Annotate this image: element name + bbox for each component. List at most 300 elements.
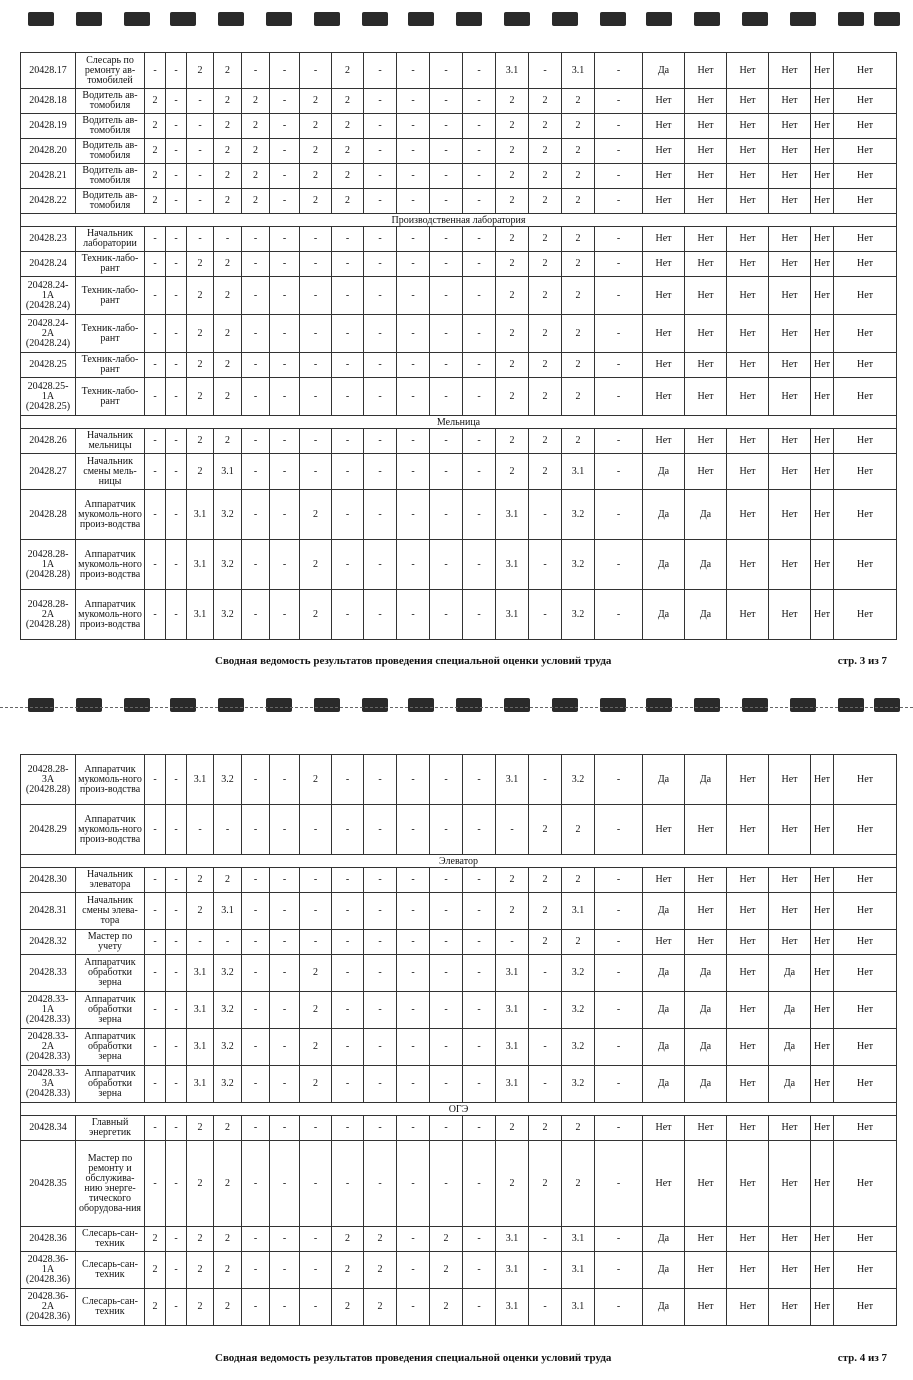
table-cell: - bbox=[145, 277, 166, 315]
table-cell: - bbox=[300, 378, 332, 416]
table-row bbox=[21, 992, 897, 1029]
table-cell: 3.1 bbox=[496, 490, 529, 540]
table-cell: - bbox=[166, 1029, 187, 1066]
table-cell: Нет bbox=[685, 164, 727, 189]
table-cell: 2 bbox=[529, 454, 562, 490]
table-cell: 3.1 bbox=[496, 590, 529, 640]
position-name: Мастер по учету bbox=[76, 930, 145, 955]
table-cell: - bbox=[397, 315, 430, 353]
table-cell: - bbox=[430, 252, 463, 277]
table-cell: 2 bbox=[332, 1252, 364, 1289]
table-cell: Нет bbox=[811, 930, 834, 955]
table-cell: Да bbox=[643, 1227, 685, 1252]
table-cell: - bbox=[430, 139, 463, 164]
table-cell: - bbox=[214, 227, 242, 252]
table-cell: 2 bbox=[332, 189, 364, 214]
table-cell: - bbox=[430, 277, 463, 315]
table-row bbox=[21, 755, 897, 805]
table-cell: - bbox=[595, 89, 643, 114]
position-name: Техник-лабо-рант bbox=[76, 353, 145, 378]
table-row bbox=[21, 89, 897, 114]
table-cell: Да bbox=[685, 540, 727, 590]
table-cell: - bbox=[166, 315, 187, 353]
table-cell: - bbox=[332, 868, 364, 893]
binding-hole bbox=[408, 698, 434, 712]
table-row bbox=[21, 164, 897, 189]
table-cell: - bbox=[364, 868, 397, 893]
table-cell: 2 bbox=[300, 540, 332, 590]
table-cell: - bbox=[332, 429, 364, 454]
table-cell: - bbox=[463, 868, 496, 893]
section-row bbox=[21, 214, 897, 227]
table-cell: 2 bbox=[430, 1227, 463, 1252]
table-cell: - bbox=[166, 1141, 187, 1227]
table-cell: - bbox=[242, 378, 270, 416]
table-cell: 2 bbox=[145, 1252, 166, 1289]
table-cell: - bbox=[463, 992, 496, 1029]
binding-hole bbox=[456, 698, 482, 712]
table-row bbox=[21, 454, 897, 490]
table-cell: - bbox=[430, 164, 463, 189]
table-cell: 2 bbox=[496, 454, 529, 490]
table-cell: Нет bbox=[811, 1116, 834, 1141]
table-cell: Нет bbox=[811, 805, 834, 855]
table-cell: - bbox=[430, 590, 463, 640]
table-cell: 2 bbox=[562, 277, 595, 315]
table-cell: - bbox=[145, 1116, 166, 1141]
table-cell: - bbox=[187, 805, 214, 855]
table-cell: 2 bbox=[529, 930, 562, 955]
workplace-code: 20428.24 bbox=[21, 252, 76, 277]
table-cell: 2 bbox=[300, 114, 332, 139]
table-cell: 2 bbox=[496, 893, 529, 930]
table-cell: - bbox=[529, 490, 562, 540]
table-row bbox=[21, 1116, 897, 1141]
table-cell: - bbox=[397, 1141, 430, 1227]
table-cell: - bbox=[595, 590, 643, 640]
table-cell: 2 bbox=[496, 252, 529, 277]
workplace-code: 20428.17 bbox=[21, 53, 76, 89]
table-cell: - bbox=[270, 540, 300, 590]
table-cell: - bbox=[166, 893, 187, 930]
table-cell: Нет bbox=[834, 378, 897, 416]
table-cell: Нет bbox=[834, 53, 897, 89]
table-cell: - bbox=[166, 277, 187, 315]
table-cell: 3.1 bbox=[496, 1289, 529, 1326]
binding-hole bbox=[314, 12, 340, 26]
table-cell: - bbox=[270, 590, 300, 640]
table-cell: - bbox=[529, 992, 562, 1029]
table-row bbox=[21, 378, 897, 416]
table-cell: - bbox=[145, 893, 166, 930]
table-cell: - bbox=[332, 805, 364, 855]
table-cell: 2 bbox=[214, 429, 242, 454]
table-cell: - bbox=[364, 353, 397, 378]
table-cell: - bbox=[397, 755, 430, 805]
table-cell: 3.2 bbox=[214, 490, 242, 540]
table-cell: - bbox=[397, 868, 430, 893]
table-cell: 3.1 bbox=[496, 992, 529, 1029]
table-cell: 2 bbox=[214, 114, 242, 139]
table-cell: - bbox=[430, 89, 463, 114]
table-cell: - bbox=[364, 755, 397, 805]
table-cell: - bbox=[270, 378, 300, 416]
table-cell: - bbox=[430, 429, 463, 454]
table-cell: 2 bbox=[529, 378, 562, 416]
table-cell: Нет bbox=[811, 755, 834, 805]
table-cell: 3.2 bbox=[562, 1029, 595, 1066]
table-cell: - bbox=[332, 893, 364, 930]
table-cell: 2 bbox=[529, 164, 562, 189]
table-cell: - bbox=[397, 277, 430, 315]
section-title: ОГЭ bbox=[21, 1103, 897, 1116]
table-cell: Нет bbox=[685, 53, 727, 89]
workplace-code: 20428.28-2А (20428.28) bbox=[21, 590, 76, 640]
table-cell: - bbox=[463, 1029, 496, 1066]
workplace-code: 20428.24-1А (20428.24) bbox=[21, 277, 76, 315]
table-cell: - bbox=[430, 315, 463, 353]
table-cell: - bbox=[430, 114, 463, 139]
table-cell: 3.1 bbox=[214, 893, 242, 930]
binding-hole bbox=[694, 698, 720, 712]
table-cell: 2 bbox=[529, 353, 562, 378]
table-row bbox=[21, 252, 897, 277]
table-cell: Нет bbox=[769, 189, 811, 214]
table-cell: - bbox=[332, 590, 364, 640]
table-cell: - bbox=[145, 1029, 166, 1066]
table-cell: Нет bbox=[769, 353, 811, 378]
binding-hole bbox=[124, 12, 150, 26]
table-cell: - bbox=[145, 805, 166, 855]
table-cell: - bbox=[529, 1066, 562, 1103]
table-cell: Нет bbox=[769, 1116, 811, 1141]
table-cell: Нет bbox=[834, 1116, 897, 1141]
table-cell: 3.1 bbox=[496, 1066, 529, 1103]
table-cell: - bbox=[397, 53, 430, 89]
table-cell: 2 bbox=[529, 315, 562, 353]
table-cell: 2 bbox=[187, 1289, 214, 1326]
table-cell: Нет bbox=[685, 114, 727, 139]
table-cell: Нет bbox=[811, 114, 834, 139]
table-cell: - bbox=[242, 1141, 270, 1227]
position-name: Начальник мельницы bbox=[76, 429, 145, 454]
table-cell: 2 bbox=[529, 805, 562, 855]
table-cell: - bbox=[364, 992, 397, 1029]
table-cell: Нет bbox=[834, 1066, 897, 1103]
table-cell: - bbox=[145, 1141, 166, 1227]
table-cell: - bbox=[595, 454, 643, 490]
table-cell: Да bbox=[643, 1029, 685, 1066]
table-cell: Нет bbox=[769, 114, 811, 139]
table-cell: - bbox=[397, 353, 430, 378]
table-cell: - bbox=[364, 114, 397, 139]
table-cell: - bbox=[496, 930, 529, 955]
table-cell: 2 bbox=[529, 139, 562, 164]
table-cell: - bbox=[145, 955, 166, 992]
table-cell: 2 bbox=[496, 315, 529, 353]
table-cell: 2 bbox=[214, 1227, 242, 1252]
table-cell: Нет bbox=[727, 227, 769, 252]
table-cell: - bbox=[463, 353, 496, 378]
table-row bbox=[21, 893, 897, 930]
table-cell: - bbox=[397, 955, 430, 992]
table-cell: - bbox=[187, 189, 214, 214]
table-cell: 2 bbox=[529, 114, 562, 139]
position-name: Слесарь-сан-техник bbox=[76, 1252, 145, 1289]
table-cell: Нет bbox=[769, 378, 811, 416]
table-cell: - bbox=[364, 429, 397, 454]
table-cell: 3.1 bbox=[496, 1252, 529, 1289]
table-cell: Да bbox=[685, 755, 727, 805]
table-cell: - bbox=[397, 805, 430, 855]
table-cell: Да bbox=[643, 1066, 685, 1103]
table-cell: - bbox=[242, 868, 270, 893]
workplace-code: 20428.25-1А (20428.25) bbox=[21, 378, 76, 416]
table-cell: 2 bbox=[214, 189, 242, 214]
table-cell: Да bbox=[643, 540, 685, 590]
table-cell: - bbox=[242, 590, 270, 640]
table-cell: - bbox=[166, 490, 187, 540]
table-cell: - bbox=[430, 955, 463, 992]
table-cell: Нет bbox=[811, 164, 834, 189]
table-cell: 2 bbox=[300, 139, 332, 164]
table-cell: 2 bbox=[562, 1116, 595, 1141]
table-cell: - bbox=[166, 992, 187, 1029]
table-row bbox=[21, 930, 897, 955]
table-cell: - bbox=[242, 540, 270, 590]
table-cell: - bbox=[270, 1141, 300, 1227]
table-cell: Нет bbox=[811, 992, 834, 1029]
table-cell: Нет bbox=[769, 1227, 811, 1252]
table-cell: - bbox=[430, 755, 463, 805]
table-cell: - bbox=[397, 1227, 430, 1252]
table-cell: - bbox=[364, 805, 397, 855]
table-cell: - bbox=[270, 955, 300, 992]
table-cell: Нет bbox=[727, 1141, 769, 1227]
table-cell: - bbox=[463, 540, 496, 590]
table-cell: Нет bbox=[834, 805, 897, 855]
table-cell: - bbox=[430, 53, 463, 89]
table-cell: Да bbox=[643, 955, 685, 992]
table-cell: Да bbox=[685, 1066, 727, 1103]
table-cell: - bbox=[300, 1141, 332, 1227]
table-cell: - bbox=[166, 590, 187, 640]
table-cell: - bbox=[463, 378, 496, 416]
table-cell: Нет bbox=[834, 992, 897, 1029]
binding-hole bbox=[838, 12, 864, 26]
table-cell: - bbox=[242, 227, 270, 252]
table-cell: - bbox=[300, 252, 332, 277]
table-cell: Нет bbox=[727, 189, 769, 214]
workplace-code: 20428.36-1А (20428.36) bbox=[21, 1252, 76, 1289]
table-cell: 2 bbox=[562, 315, 595, 353]
table-cell: - bbox=[242, 353, 270, 378]
table-cell: Нет bbox=[769, 227, 811, 252]
table-cell: - bbox=[364, 540, 397, 590]
position-name: Техник-лабо-рант bbox=[76, 252, 145, 277]
workplace-code: 20428.28-1А (20428.28) bbox=[21, 540, 76, 590]
workplace-code: 20428.21 bbox=[21, 164, 76, 189]
table-cell: - bbox=[300, 429, 332, 454]
table-cell: 2 bbox=[562, 868, 595, 893]
table-row bbox=[21, 1141, 897, 1227]
table-cell: 2 bbox=[300, 955, 332, 992]
table-cell: - bbox=[364, 139, 397, 164]
binding-hole bbox=[266, 12, 292, 26]
table-cell: 2 bbox=[145, 189, 166, 214]
position-name: Аппаратчик мукомоль-ного произ-водства bbox=[76, 805, 145, 855]
table-cell: - bbox=[332, 1116, 364, 1141]
workplace-code: 20428.33-1А (20428.33) bbox=[21, 992, 76, 1029]
table-cell: - bbox=[430, 454, 463, 490]
table-cell: Нет bbox=[727, 454, 769, 490]
table-cell: - bbox=[397, 227, 430, 252]
table-cell: 3.2 bbox=[562, 755, 595, 805]
table-cell: 2 bbox=[214, 378, 242, 416]
workplace-code: 20428.29 bbox=[21, 805, 76, 855]
table-cell: Нет bbox=[727, 277, 769, 315]
table-cell: Нет bbox=[811, 1141, 834, 1227]
workplace-code: 20428.33 bbox=[21, 955, 76, 992]
table-cell: - bbox=[242, 277, 270, 315]
table-cell: - bbox=[145, 1066, 166, 1103]
table-cell: Нет bbox=[727, 164, 769, 189]
table-cell: - bbox=[270, 992, 300, 1029]
table-cell: - bbox=[463, 805, 496, 855]
table-cell: Нет bbox=[727, 955, 769, 992]
table-cell: - bbox=[187, 227, 214, 252]
table-cell: Нет bbox=[769, 53, 811, 89]
table-cell: 2 bbox=[145, 89, 166, 114]
table-cell: 2 bbox=[145, 164, 166, 189]
table-cell: Нет bbox=[811, 189, 834, 214]
table-cell: - bbox=[364, 930, 397, 955]
table-cell: - bbox=[242, 429, 270, 454]
table-cell: Нет bbox=[811, 1227, 834, 1252]
table-cell: Нет bbox=[834, 454, 897, 490]
binding-hole bbox=[266, 698, 292, 712]
table-cell: - bbox=[463, 755, 496, 805]
table-cell: Нет bbox=[643, 868, 685, 893]
table-cell: 2 bbox=[496, 89, 529, 114]
table-cell: 2 bbox=[364, 1289, 397, 1326]
table-cell: - bbox=[166, 755, 187, 805]
table-row bbox=[21, 315, 897, 353]
table-cell: 2 bbox=[145, 1289, 166, 1326]
table-cell: 2 bbox=[529, 227, 562, 252]
table-cell: - bbox=[595, 252, 643, 277]
table-cell: 2 bbox=[562, 189, 595, 214]
table-cell: - bbox=[397, 378, 430, 416]
table-cell: Нет bbox=[685, 868, 727, 893]
table-cell: 3.1 bbox=[187, 590, 214, 640]
table-cell: 2 bbox=[496, 139, 529, 164]
binding-hole bbox=[362, 12, 388, 26]
table-cell: 3.1 bbox=[187, 1029, 214, 1066]
table-cell: 2 bbox=[529, 868, 562, 893]
table-cell: - bbox=[242, 1289, 270, 1326]
binding-hole bbox=[552, 698, 578, 712]
table-cell: 2 bbox=[242, 164, 270, 189]
workplace-code: 20428.28 bbox=[21, 490, 76, 540]
table-cell: Нет bbox=[727, 1252, 769, 1289]
table-cell: Нет bbox=[727, 139, 769, 164]
table-cell: - bbox=[595, 930, 643, 955]
table-cell: Нет bbox=[727, 114, 769, 139]
table-cell: - bbox=[166, 1252, 187, 1289]
table-cell: - bbox=[270, 1252, 300, 1289]
table-cell: Нет bbox=[727, 1116, 769, 1141]
table-cell: - bbox=[300, 1252, 332, 1289]
table-cell: 2 bbox=[187, 868, 214, 893]
table-cell: 3.1 bbox=[496, 1029, 529, 1066]
table-cell: Нет bbox=[685, 353, 727, 378]
table-cell: 2 bbox=[496, 227, 529, 252]
table-cell: - bbox=[397, 893, 430, 930]
position-name: Начальник элеватора bbox=[76, 868, 145, 893]
table-cell: Нет bbox=[685, 89, 727, 114]
table-cell: - bbox=[364, 53, 397, 89]
table-row bbox=[21, 540, 897, 590]
table-cell: Нет bbox=[769, 252, 811, 277]
table-cell: 3.1 bbox=[496, 53, 529, 89]
table-cell: - bbox=[270, 164, 300, 189]
table-cell: Нет bbox=[834, 227, 897, 252]
table-cell: - bbox=[430, 930, 463, 955]
table-cell: 2 bbox=[496, 1141, 529, 1227]
table-cell: - bbox=[242, 930, 270, 955]
table-cell: - bbox=[332, 930, 364, 955]
binding-hole bbox=[124, 698, 150, 712]
table-cell: 3.1 bbox=[187, 540, 214, 590]
table-cell: - bbox=[270, 114, 300, 139]
table-cell: 3.2 bbox=[214, 755, 242, 805]
table-cell: Нет bbox=[834, 893, 897, 930]
table-cell: Нет bbox=[685, 315, 727, 353]
table-cell: Нет bbox=[769, 490, 811, 540]
table-cell: - bbox=[595, 805, 643, 855]
table-cell: 2 bbox=[300, 755, 332, 805]
table-cell: - bbox=[300, 868, 332, 893]
table-cell: - bbox=[166, 955, 187, 992]
table-cell: - bbox=[270, 1116, 300, 1141]
table-cell: 3.2 bbox=[214, 1066, 242, 1103]
table-cell: 3.1 bbox=[187, 755, 214, 805]
binding-hole bbox=[314, 698, 340, 712]
table-cell: 2 bbox=[187, 252, 214, 277]
table-cell: - bbox=[270, 139, 300, 164]
table-cell: - bbox=[397, 1029, 430, 1066]
table-cell: 2 bbox=[300, 1066, 332, 1103]
table-cell: - bbox=[364, 89, 397, 114]
position-name: Слесарь-сан-техник bbox=[76, 1289, 145, 1326]
table-cell: Нет bbox=[685, 1141, 727, 1227]
table-cell: Нет bbox=[769, 868, 811, 893]
binding-hole bbox=[646, 698, 672, 712]
table-cell: 2 bbox=[562, 139, 595, 164]
table-cell: - bbox=[270, 755, 300, 805]
table-cell: 2 bbox=[187, 277, 214, 315]
position-name: Аппаратчик мукомоль-ного произ-водства bbox=[76, 490, 145, 540]
table-cell: Нет bbox=[834, 1252, 897, 1289]
table-cell: - bbox=[595, 893, 643, 930]
section-row bbox=[21, 416, 897, 429]
table-cell: - bbox=[332, 1141, 364, 1227]
table-cell: - bbox=[145, 429, 166, 454]
page-number: стр. 4 из 7 bbox=[837, 1352, 887, 1364]
table-row bbox=[21, 805, 897, 855]
table-cell: - bbox=[145, 930, 166, 955]
